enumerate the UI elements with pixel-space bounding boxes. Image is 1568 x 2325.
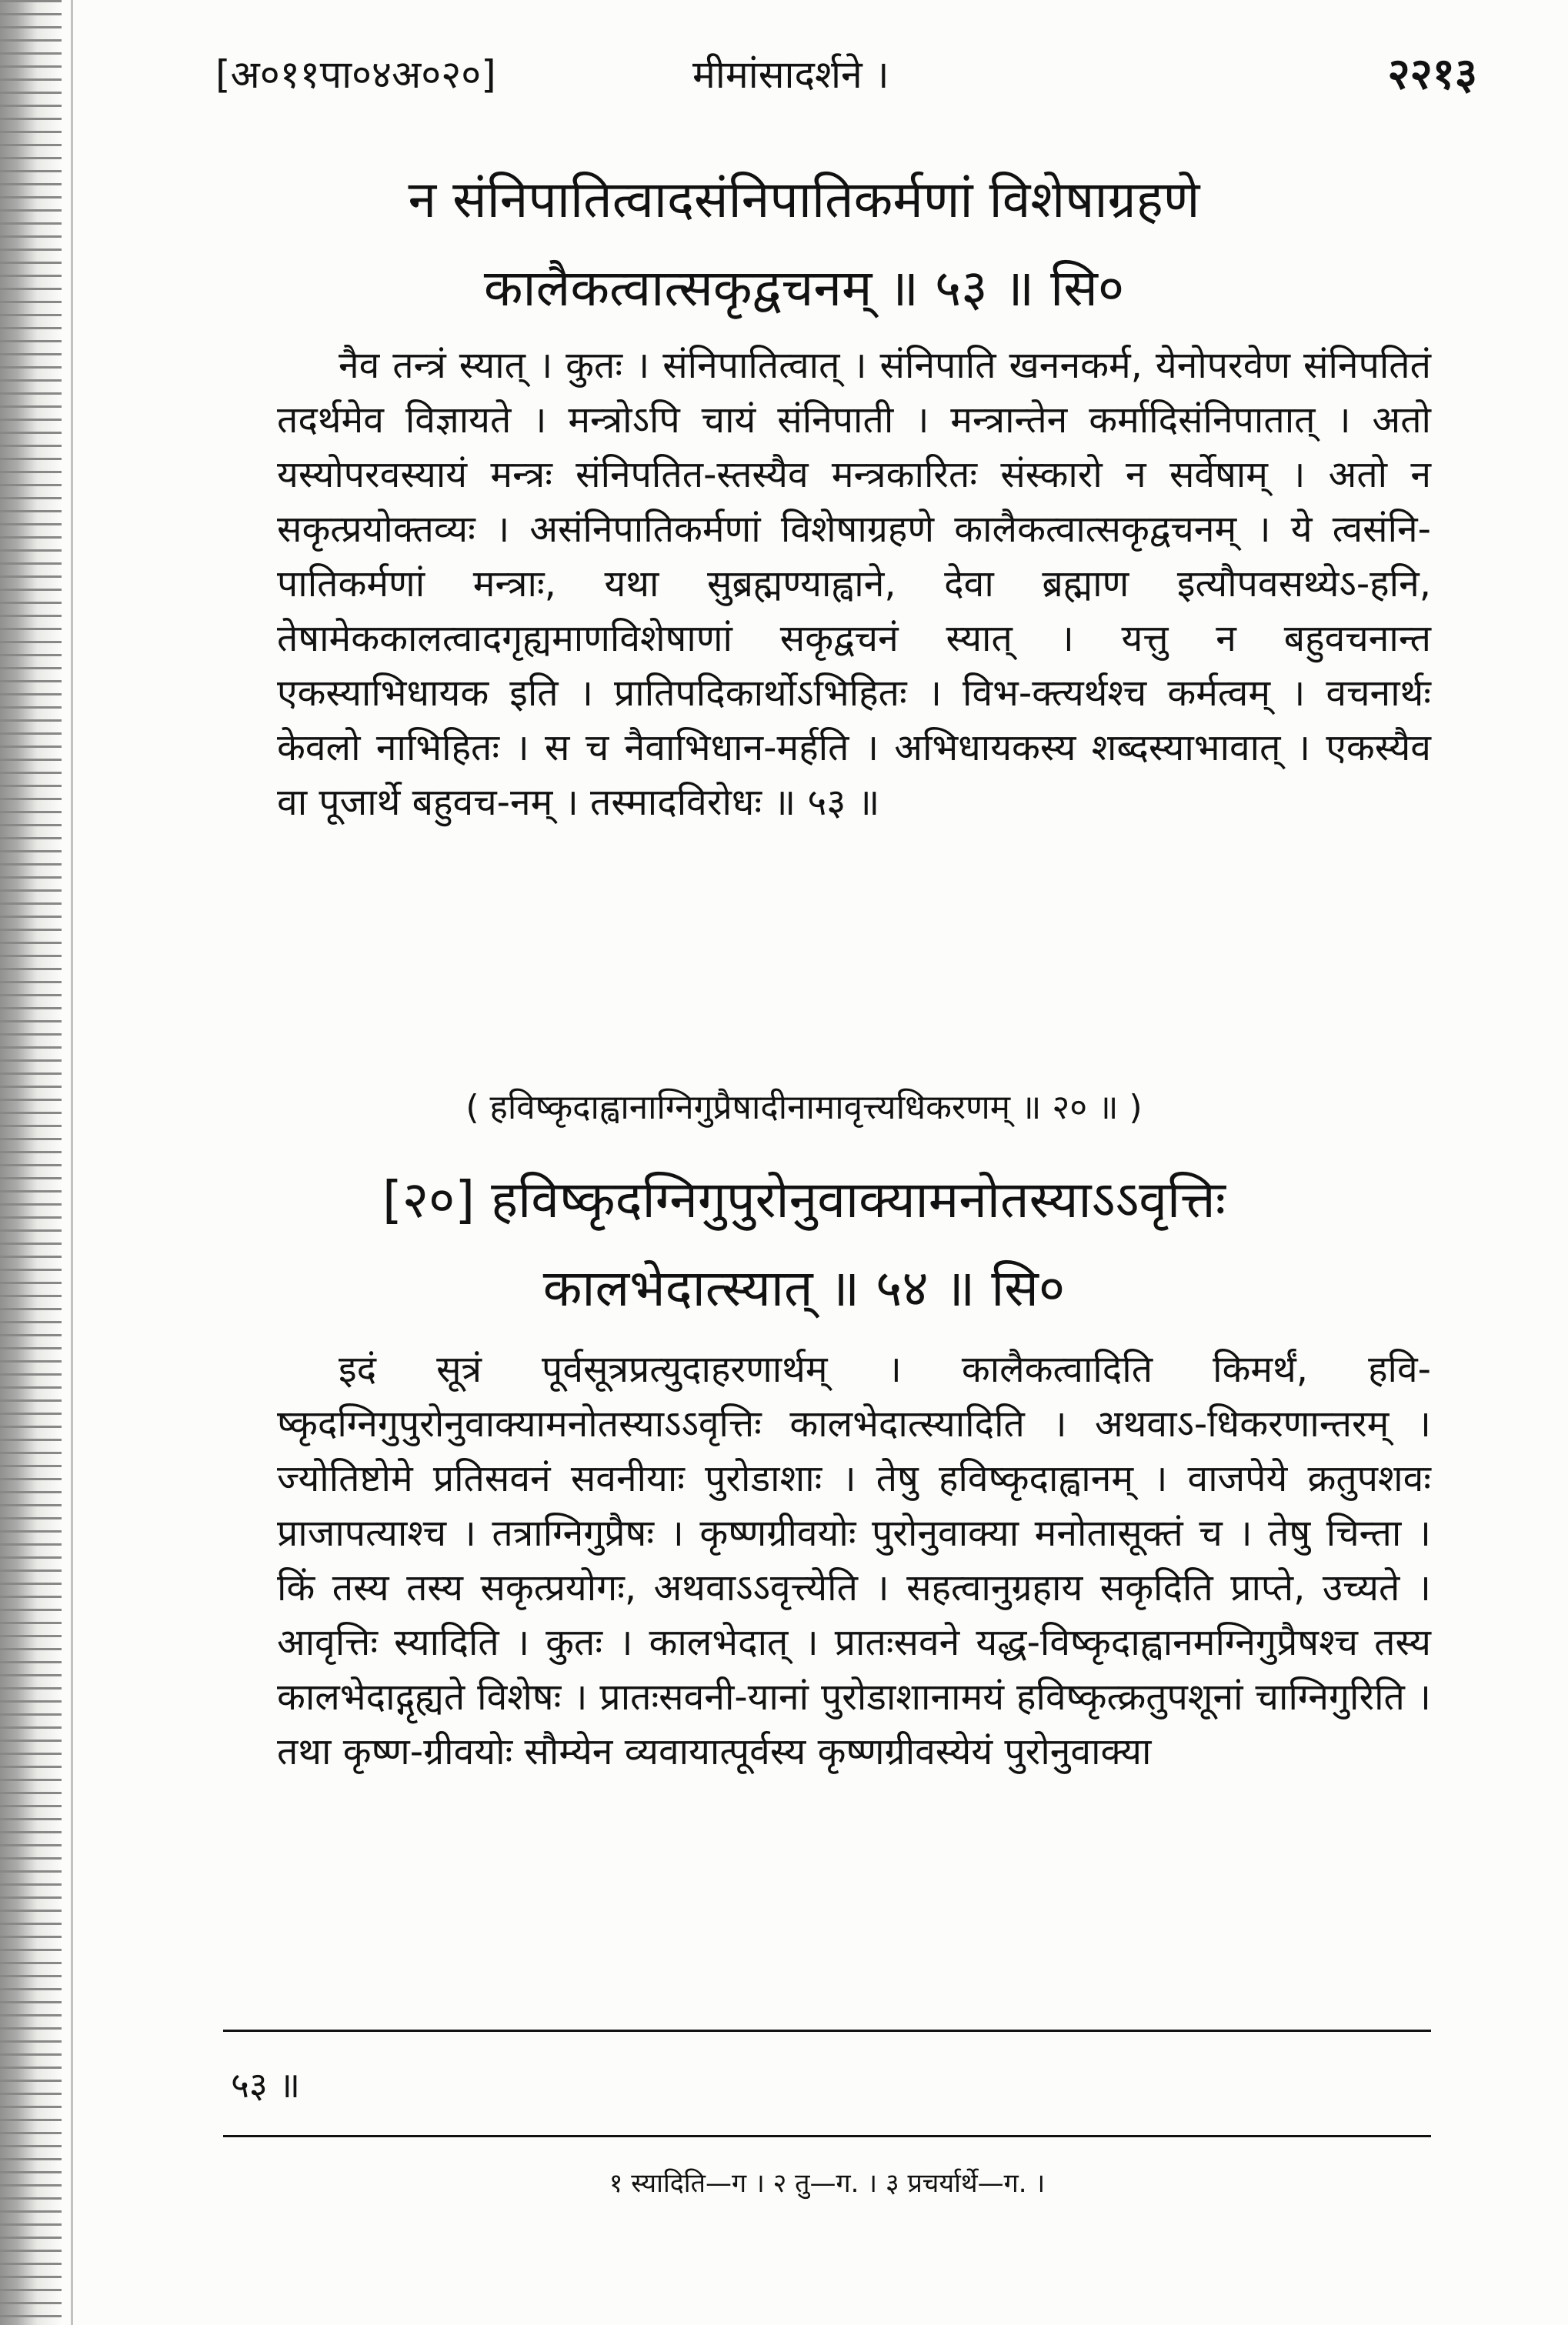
running-head <box>215 40 1477 109</box>
verse-reference-note: ५३ ॥ <box>231 2064 301 2106</box>
sutra-54-line-2: कालभेदात्स्यात् ॥ ५४ ॥ सि० <box>542 1259 1066 1318</box>
sutra-54-line-1: [२०] हविष्कृदग्निगुपुरोनुवाक्यामनोतस्याऽऽवृत्तिः <box>382 1170 1226 1229</box>
footnote: १ स्यादिति—ग । २ तु—ग. । ३ प्रचर्यार्थे—ग. । <box>609 2168 1046 2199</box>
commentary-53: नैव तन्त्रं स्यात् । कुतः । संनिपातित्वात् । संनिपाति खननकर्म, येनोपरवेण संनिपतितं तदर्थमेव विज्ञायते । मन्त्रोऽपि चायं संनिपाती । मन्त्रान्तेन कर्मादिसंनिपातात् । अतो यस्योपरवस्यायं मन्त्रः संनिपतित-स्तस्यैव मन्त्रकारितः संस्कारो न सर्वेषाम् । अतो न सकृत्प्रयोक्तव्यः । असंनिपातिकर्मणां विशेषाग्रहणे कालैकत्वात्सकृद्वचनम् । ये त्वसंनि-पातिकर्मणां मन्त्राः, यथा सुब्रह्मण्याह्वाने, देवा ब्रह्माण इत्यौपवसथ्येऽ-हनि, तेषामेककालत्वादगृह्यमाणविशेषाणां सकृद्वचनं स्यात् । यत्तु न बहुवचनान्त एकस्याभिधायक इति । प्रातिपदिकार्थोऽभिहितः । विभ-क्त्यर्थश्च कर्मत्वम् । वचनार्थः केवलो नाभिहितः । स च नैवाभिधान-मर्हति । अभिधायकस्य शब्दस्याभावात् । एकस्यैव वा पूजार्थे बहुवच-नम् । तस्मादविरोधः ॥ ५३ ॥ <box>277 344 1431 824</box>
adhikarana-title: ( हविष्कृदाह्वानाग्निगुप्रैषादीनामावृत्त्यधिकरणम् ॥ २० ॥ ) <box>465 1088 1143 1127</box>
running-head-reference: [अ०११पा०४अ०२०] <box>215 52 496 97</box>
running-head-title: मीमांसादर्शने । <box>692 52 889 97</box>
text-rule-upper <box>223 2030 1431 2032</box>
footnote-rule <box>223 2135 1431 2137</box>
binding-shadow <box>71 0 73 2325</box>
page-number: २२१३ <box>1387 49 1477 99</box>
sutra-53-line-2: कालैकत्वात्सकृद्वचनम् ॥ ५३ ॥ सि० <box>483 259 1125 318</box>
commentary-54: इदं सूत्रं पूर्वसूत्रप्रत्युदाहरणार्थम् । कालैकत्वादिति किमर्थं, हवि-ष्कृदग्निगुपुरोनुवाक्यामनोतस्याऽऽवृत्तिः कालभेदात्स्यादिति । अथवाऽ-धिकरणान्तरम् । ज्योतिष्टोमे प्रतिसवनं सवनीयाः पुरोडाशाः । तेषु हविष्कृदाह्वानम् । वाजपेये क्रतुपशवः प्राजापत्याश्च । तत्राग्निगुप्रैषः । कृष्णग्रीवयोः पुरोनुवाक्या मनोतासूक्तं च । तेषु चिन्ता । किं तस्य तस्य सकृत्प्रयोगः, अथवाऽऽवृत्त्येति । सहत्वानुग्रहाय सकृदिति प्राप्ते, उच्यते । आवृत्तिः स्यादिति । कुतः । कालभेदात् । प्रातःसवने यद्ध-विष्कृदाह्वानमग्निगुप्रैषश्च तस्य कालभेदाद्गृह्यते विशेषः । प्रातःसवनी-यानां पुरोडाशानामयं हविष्कृत्क्रतुपशूनां चाग्निगुरिति । तथा कृष्ण-ग्रीवयोः सौम्येन व्यवायात्पूर्वस्य कृष्णग्रीवस्येयं पुरोनुवाक्या <box>277 1348 1431 1773</box>
sutra-53-line-1: न संनिपातित्वादसंनिपातिकर्मणां विशेषाग्रहणे <box>408 170 1200 229</box>
binding-edge <box>0 0 62 2325</box>
